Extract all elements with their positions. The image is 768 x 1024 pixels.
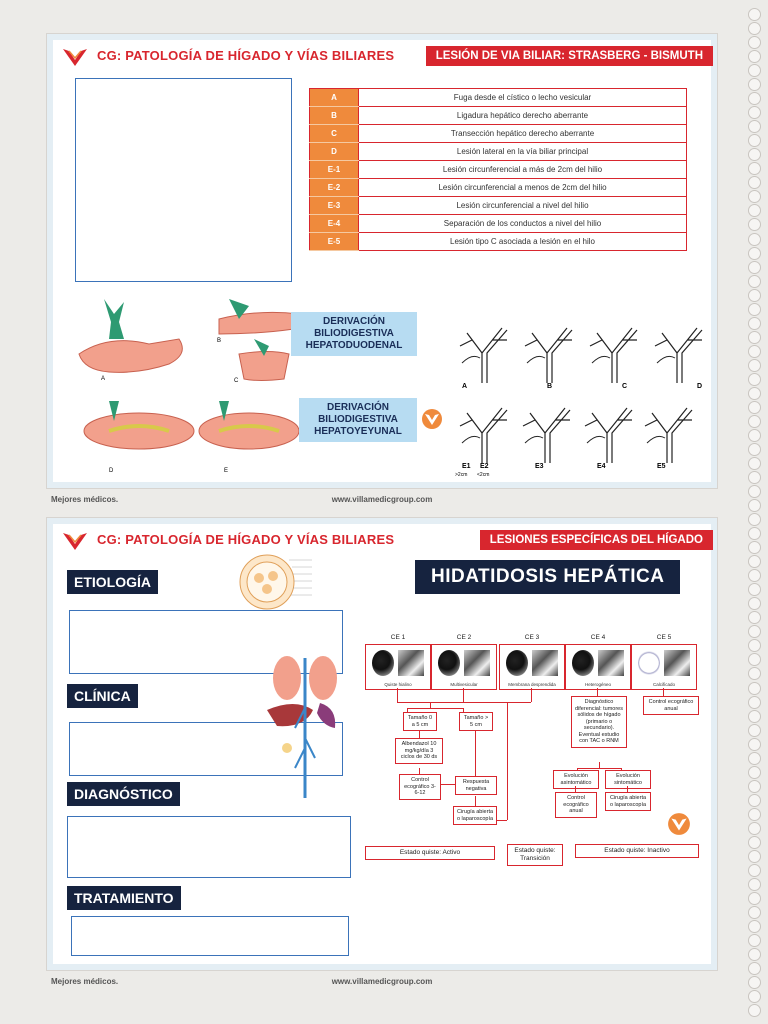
slide-hydatid — [46, 517, 718, 986]
spiral-ring — [748, 990, 761, 1003]
table-row — [310, 215, 687, 233]
label-line: DERIVACIÓN — [326, 402, 390, 413]
spiral-ring — [748, 667, 761, 680]
footer-slogan: Mejores médicos. — [51, 977, 119, 986]
bile-duct-diagram — [590, 328, 637, 390]
derivation-hepatoduodenal-label — [291, 312, 417, 356]
state-inactive: Estado quiste: Inactivo — [575, 844, 699, 858]
spiral-ring — [748, 1004, 761, 1017]
diagram-label: B — [547, 383, 553, 390]
spiral-ring — [748, 611, 761, 624]
ct-scan-image — [438, 650, 460, 676]
table-row — [310, 125, 687, 143]
spiral-ring — [748, 275, 761, 288]
ct-scan-image — [638, 650, 660, 676]
flow-differential-diagnosis: Diagnóstico diferencial: tumores sólidos de hígado (primario o secundario). Eventual estudio con TAC o RNM — [571, 696, 627, 748]
type-description: Lesión circunferencial a menos de 2cm del hilio — [359, 179, 687, 197]
type-description: Lesión tipo C asociada a lesión en el hilo — [359, 233, 687, 251]
type-code: E-4 — [310, 215, 359, 233]
connector-line — [463, 688, 464, 702]
connector-line — [431, 702, 531, 703]
section-clinica: CLÍNICA — [67, 684, 138, 708]
ce-stage-label: Quiste hialino — [384, 682, 412, 687]
flow-negative-response: Respuesta negativa — [455, 776, 497, 795]
diagram-label: A — [462, 383, 468, 390]
spiral-ring — [748, 106, 761, 119]
connector-line — [475, 796, 476, 806]
type-description: Ligadura hepático derecho aberrante — [359, 107, 687, 125]
label-line: HEPATOYEYUNAL — [314, 426, 402, 437]
table-row — [310, 143, 687, 161]
table-row — [310, 233, 687, 251]
notebook-spiral — [744, 8, 764, 1018]
logo-icon — [61, 530, 89, 552]
spiral-ring — [748, 766, 761, 779]
type-description: Lesión circunferencial a nivel del hilio — [359, 197, 687, 215]
hepatoduodenal-illustration — [69, 294, 299, 384]
ce-stage-card — [565, 644, 631, 690]
type-description: Lesión circunferencial a más de 2cm del hilio — [359, 161, 687, 179]
ce-stage-label: Membrana desprendida — [508, 682, 556, 687]
header-title: CG: PATOLOGÍA DE HÍGADO Y VÍAS BILIARES — [97, 532, 395, 547]
notes-box[interactable] — [75, 78, 292, 282]
footer-url[interactable]: www.villamedicgroup.com — [331, 977, 433, 986]
spiral-ring — [748, 78, 761, 91]
footer-slogan: Mejores médicos. — [51, 495, 119, 504]
surgery-label: B — [217, 338, 222, 344]
spiral-ring — [748, 415, 761, 428]
section-etiologia: ETIOLOGÍA — [67, 570, 158, 594]
ce-stage-label: Multivesicular — [450, 682, 478, 687]
ce-stage-card — [431, 644, 497, 690]
spiral-ring — [748, 50, 761, 63]
ct-scan-image — [372, 650, 394, 676]
spiral-ring — [748, 948, 761, 961]
surgery-label: A — [101, 376, 106, 382]
connector-line — [507, 702, 508, 820]
spiral-ring — [748, 92, 761, 105]
table-row — [310, 89, 687, 107]
spiral-ring — [748, 261, 761, 274]
connector-line — [597, 688, 598, 696]
state-active: Estado quiste: Activo — [365, 846, 495, 860]
connector-line — [475, 730, 476, 776]
flow-surgery-2: Cirugía abierta o laparoscopía — [605, 792, 651, 811]
diagram-label: C — [622, 383, 628, 390]
diagram-label: E4 — [597, 463, 606, 470]
type-description: Fuga desde el cístico o lecho vesicular — [359, 89, 687, 107]
ce-stage-name: CE 1 — [390, 634, 406, 641]
spiral-ring — [748, 710, 761, 723]
type-description: Transección hepático derecho aberrante — [359, 125, 687, 143]
section-tratamiento: TRATAMIENTO — [67, 886, 181, 910]
spiral-ring — [748, 373, 761, 386]
bismuth-diagrams — [447, 316, 712, 476]
ct-scan-image — [506, 650, 528, 676]
type-code: E-3 — [310, 197, 359, 215]
table-row — [310, 107, 687, 125]
spiral-ring — [748, 8, 761, 21]
hydatid-cyst-illustration — [237, 552, 327, 612]
spiral-ring — [748, 920, 761, 933]
spiral-ring — [748, 331, 761, 344]
bile-duct-diagram — [645, 408, 692, 470]
spiral-ring — [748, 443, 761, 456]
ce-stage-name: CE 2 — [456, 634, 472, 641]
spiral-ring — [748, 822, 761, 835]
spiral-ring — [748, 976, 761, 989]
spiral-ring — [748, 289, 761, 302]
section-tag: LESIONES ESPECÍFICAS DEL HÍGADO — [480, 530, 713, 550]
flow-surgery: Cirugía abierta o laparoscopía — [453, 806, 497, 825]
type-code: E-2 — [310, 179, 359, 197]
ultrasound-image — [598, 650, 624, 676]
spiral-ring — [748, 36, 761, 49]
spiral-ring — [748, 527, 761, 540]
spiral-ring — [748, 639, 761, 652]
connector-line — [441, 784, 455, 785]
spiral-ring — [748, 541, 761, 554]
ct-scan-image — [572, 650, 594, 676]
ce-stage-card — [365, 644, 431, 690]
spiral-ring — [748, 387, 761, 400]
spiral-ring — [748, 724, 761, 737]
flow-evolution-asymptomatic: Evolución asintomático — [553, 770, 599, 789]
spiral-ring — [748, 148, 761, 161]
flow-control-annual: Control ecográfico anual — [555, 792, 597, 818]
type-code: E-1 — [310, 161, 359, 179]
label-line: DERIVACIÓN — [322, 316, 386, 327]
label-line: HEPATODUODENAL — [305, 340, 403, 351]
spiral-ring — [748, 162, 761, 175]
type-code: E-5 — [310, 233, 359, 251]
diagram-label: E1 — [462, 463, 471, 470]
connector-line — [663, 688, 664, 696]
spiral-ring — [748, 457, 761, 470]
spiral-ring — [748, 345, 761, 358]
spiral-ring — [748, 878, 761, 891]
logo-icon — [421, 408, 443, 430]
spiral-ring — [748, 134, 761, 147]
spiral-ring — [748, 836, 761, 849]
spiral-ring — [748, 64, 761, 77]
strasberg-table — [309, 88, 687, 251]
surgery-label: C — [234, 378, 239, 384]
connector-line — [419, 730, 420, 738]
flow-evolution-symptomatic: Evolución sintomático — [605, 770, 651, 789]
spiral-ring — [748, 555, 761, 568]
logo-icon — [667, 812, 691, 836]
spiral-ring — [748, 471, 761, 484]
spiral-ring — [748, 850, 761, 863]
ultrasound-image — [398, 650, 424, 676]
spiral-ring — [748, 794, 761, 807]
type-code: B — [310, 107, 359, 125]
spiral-ring — [748, 499, 761, 512]
spiral-ring — [748, 359, 761, 372]
spiral-ring — [748, 218, 761, 231]
flow-control-3612: Control ecográfico 3-6-12 — [399, 774, 441, 800]
header-title: CG: PATOLOGÍA DE HÍGADO Y VÍAS BILIARES — [97, 48, 395, 63]
surgery-label: E — [224, 468, 229, 474]
spiral-ring — [748, 892, 761, 905]
spiral-ring — [748, 401, 761, 414]
derivation-hepatojejunal-label — [299, 398, 417, 442]
spiral-ring — [748, 625, 761, 638]
type-code: A — [310, 89, 359, 107]
spiral-ring — [748, 597, 761, 610]
table-row — [310, 161, 687, 179]
flow-size-small: Tamaño 0 a 5 cm — [403, 712, 437, 731]
type-code: C — [310, 125, 359, 143]
spiral-ring — [748, 583, 761, 596]
spiral-ring — [748, 653, 761, 666]
surgery-label: D — [109, 468, 114, 474]
ce-stage-name: CE 4 — [590, 634, 606, 641]
label-line: BILIODIGESTIVA — [314, 328, 394, 339]
ce-stage-label: Heterogéneo — [584, 682, 612, 687]
diagram-label: E5 — [657, 463, 666, 470]
ultrasound-image — [464, 650, 490, 676]
anatomy-illustration — [265, 648, 347, 800]
diagram-sublabel: >2cm — [455, 472, 468, 476]
spiral-ring — [748, 485, 761, 498]
diagram-label: E3 — [535, 463, 544, 470]
table-row — [310, 179, 687, 197]
diagram-label: D — [697, 383, 703, 390]
bile-duct-diagram — [523, 408, 570, 470]
label-line: BILIODIGESTIVA — [318, 414, 398, 425]
type-description: Lesión lateral en la vía biliar principal — [359, 143, 687, 161]
spiral-ring — [748, 569, 761, 582]
type-description: Separación de los conductos a nivel del hilio — [359, 215, 687, 233]
spiral-ring — [748, 513, 761, 526]
hepatojejunal-illustration — [69, 396, 299, 476]
spiral-ring — [748, 429, 761, 442]
footer-url[interactable]: www.villamedicgroup.com — [331, 495, 433, 504]
connector-line — [531, 688, 532, 702]
spiral-ring — [748, 934, 761, 947]
spiral-ring — [748, 190, 761, 203]
flow-control-annual-ce5: Control ecográfico anual — [643, 696, 699, 715]
diagnostico-notes-box[interactable] — [67, 816, 351, 878]
logo-icon — [61, 46, 89, 68]
ce-stage-name: CE 3 — [524, 634, 540, 641]
tratamiento-notes-box[interactable] — [71, 916, 349, 956]
spiral-ring — [748, 233, 761, 246]
spiral-ring — [748, 120, 761, 133]
spiral-ring — [748, 738, 761, 751]
ce-stage-card — [631, 644, 697, 690]
section-diagnostico: DIAGNÓSTICO — [67, 782, 180, 806]
connector-line — [397, 688, 398, 702]
bile-duct-diagram — [460, 408, 507, 470]
spiral-ring — [748, 176, 761, 189]
flow-albendazol: Albendazol 10 mg/kg/día 3 ciclos de 30 ds — [395, 738, 443, 764]
table-row — [310, 197, 687, 215]
type-code: D — [310, 143, 359, 161]
flow-size-large: Tamaño > 5 cm — [459, 712, 493, 731]
diagram-label: E2 — [480, 463, 489, 470]
spiral-ring — [748, 808, 761, 821]
bile-duct-diagram — [655, 328, 702, 390]
spiral-ring — [748, 204, 761, 217]
state-transition: Estado quiste: Transición — [507, 844, 563, 866]
slide-bile-duct-injury — [46, 33, 718, 504]
spiral-ring — [748, 22, 761, 35]
connector-line — [407, 708, 463, 709]
ultrasound-image — [532, 650, 558, 676]
bile-duct-diagram — [525, 328, 572, 390]
spiral-ring — [748, 317, 761, 330]
page-title: HIDATIDOSIS HEPÁTICA — [415, 560, 680, 594]
spiral-ring — [748, 696, 761, 709]
bile-duct-diagram — [460, 328, 507, 390]
spiral-ring — [748, 303, 761, 316]
spiral-ring — [748, 780, 761, 793]
diagram-sublabel: <2cm — [477, 472, 490, 476]
section-tag: LESIÓN DE VIA BILIAR: STRASBERG - BISMUTH — [426, 46, 713, 66]
ce-stage-card — [499, 644, 565, 690]
ce-stage-label: Calcificado — [652, 682, 675, 687]
spiral-ring — [748, 752, 761, 765]
spiral-ring — [748, 906, 761, 919]
connector-line — [497, 820, 507, 821]
connector-line — [577, 768, 621, 769]
spiral-ring — [748, 682, 761, 695]
spiral-ring — [748, 962, 761, 975]
spiral-ring — [748, 247, 761, 260]
ce-stage-name: CE 5 — [656, 634, 672, 641]
spiral-ring — [748, 864, 761, 877]
ultrasound-image — [664, 650, 690, 676]
bile-duct-diagram — [585, 408, 632, 470]
